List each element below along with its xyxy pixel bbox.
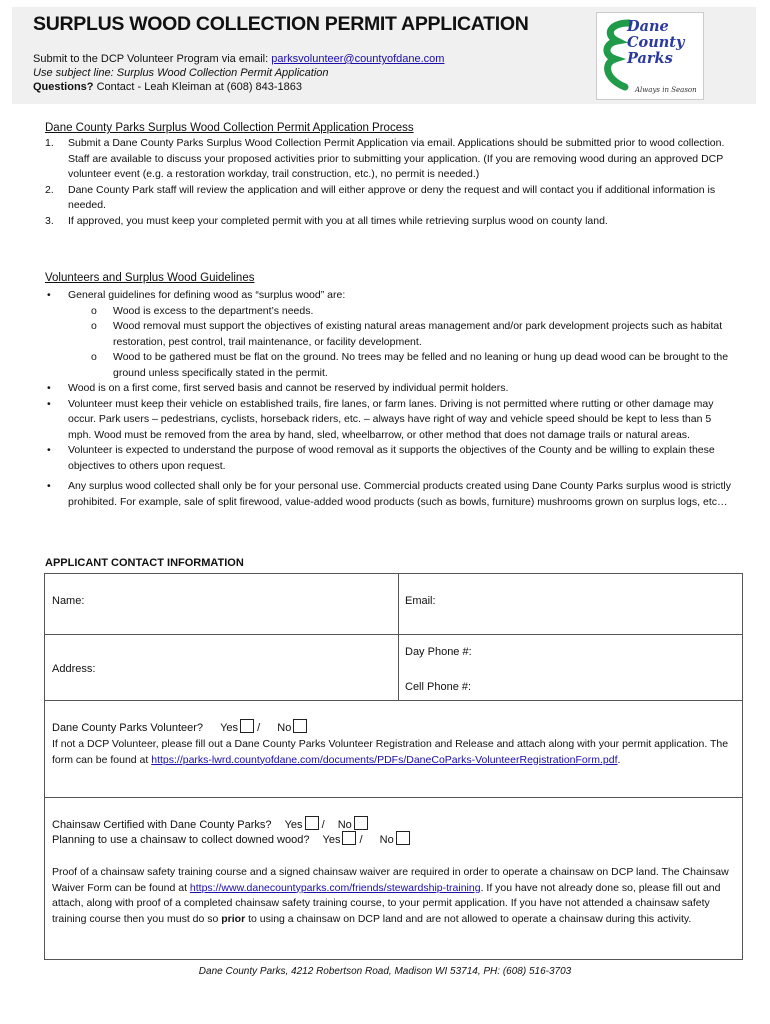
dane-county-parks-logo	[596, 12, 704, 100]
step-number: 3.	[45, 214, 54, 227]
volunteer-question-label: Dane County Parks Volunteer?	[52, 722, 204, 734]
chainsaw-cert-no-checkbox[interactable]	[354, 816, 368, 830]
volunteer-question	[52, 719, 307, 737]
guideline-item	[45, 397, 735, 444]
process-steps	[45, 136, 725, 229]
chainsaw-use-question	[52, 831, 410, 849]
guideline-subitem	[45, 319, 735, 350]
process-step	[45, 214, 725, 230]
chainsaw-waiver-link[interactable]: https://www.danecountyparks.com/friends/stewardship-training	[189, 881, 481, 894]
page-title: SURPLUS WOOD COLLECTION PERMIT APPLICATION	[33, 13, 529, 35]
email-link[interactable]: parksvolunteer@countyofdane.com	[271, 53, 445, 65]
chainsaw-cert-label: Chainsaw Certified with Dane County Parks?	[52, 819, 272, 831]
sub-bullet-icon: o	[91, 304, 97, 317]
guideline-text: General guidelines for defining wood as “surplus wood” are:	[68, 289, 346, 301]
no-label: No	[337, 819, 352, 831]
logo-name	[627, 19, 684, 67]
process-title: Dane County Parks Surplus Wood Collection Permit Application Process	[45, 122, 414, 134]
chainsaw-note-emphasis: prior	[221, 912, 246, 925]
slash-text: /	[257, 722, 261, 734]
guideline-text: Volunteer must keep their vehicle on established trails, fire lanes, or farm lanes. Driving is not permitted where rutting or other damage may occur. Park users – pedestrians, cyclists, horseback riders, etc. – always have right of way and vehicle speed should be kept to less than 5 mph. Wood must be removed from the area by hand, sled, wheelbarrow, or other method that does not damage trails or natural areas.	[68, 397, 714, 441]
guideline-text: Volunteer is expected to understand the purpose of wood removal as it supports the objectives of the County and be willing to explain these objectives to others upon request.	[68, 444, 715, 472]
guideline-item	[45, 288, 735, 304]
applicant-section-title: APPLICANT CONTACT INFORMATION	[45, 557, 244, 569]
chainsaw-use-no-checkbox[interactable]	[396, 831, 410, 845]
sub-bullet-icon: o	[91, 351, 97, 363]
guidelines-title: Volunteers and Surplus Wood Guidelines	[45, 272, 255, 284]
yes-label: Yes	[220, 722, 239, 734]
day-phone-field[interactable]: Day Phone #:	[405, 646, 472, 658]
period-text: .	[617, 753, 621, 766]
row-divider	[45, 634, 742, 635]
guideline-text: Wood is on a first come, first served basis and cannot be reserved by individual permit holders.	[68, 382, 509, 394]
step-number: 2.	[45, 183, 54, 196]
bullet-icon: •	[47, 397, 51, 410]
bullet-icon: •	[47, 382, 51, 394]
logo-line-2: County	[627, 34, 685, 51]
guideline-item	[45, 443, 735, 474]
volunteer-form-link[interactable]: https://parks-lwrd.countyofdane.com/documents/PDFs/DaneCoParks-VolunteerRegistrationForm.pdf	[151, 753, 618, 766]
step-text: If approved, you must keep your completed permit with you at all times while retrieving surplus wood on county land.	[68, 214, 608, 227]
guidelines-list	[45, 288, 735, 510]
name-field[interactable]: Name:	[52, 595, 85, 607]
chainsaw-cert-yes-checkbox[interactable]	[305, 816, 319, 830]
email-field[interactable]: Email:	[405, 595, 436, 607]
questions-line	[33, 80, 302, 95]
chainsaw-note-text: . If you have not already done so, please fill out and attach, along with proof of a completed chainsaw safety training course, to your permit application. If you have not attended a chainsaw safety training course then you must do so	[52, 881, 721, 925]
chainsaw-use-label: Planning to use a chainsaw to collect downed wood?	[52, 834, 310, 846]
chainsaw-note-text: Proof of a chainsaw safety training course and a signed chainsaw waiver are required in order to operate a chainsaw on DCP land. The Chainsaw Waiver Form can be found at	[52, 866, 729, 894]
address-field[interactable]: Address:	[52, 663, 96, 675]
process-step	[45, 183, 725, 214]
questions-text: Contact - Leah Kleiman at (608) 843-1863	[93, 81, 303, 93]
logo-tagline: Always in Season	[635, 86, 697, 94]
no-label: No	[277, 722, 292, 734]
row-divider	[45, 797, 742, 798]
logo-line-3: Parks	[627, 50, 673, 67]
footer-address: Dane County Parks, 4212 Robertson Road, Madison WI 53714, PH: (608) 516-3703	[198, 966, 572, 977]
chainsaw-note	[52, 865, 732, 927]
column-divider	[398, 574, 399, 700]
no-label: No	[379, 834, 394, 846]
step-number: 1.	[45, 137, 54, 149]
yes-label: Yes	[284, 819, 303, 831]
guideline-item	[45, 381, 735, 397]
slash-text: /	[321, 819, 325, 831]
yes-label: Yes	[322, 834, 341, 846]
logo-line-1: Dane	[627, 18, 669, 35]
guideline-subitem	[45, 304, 735, 320]
step-text: Submit a Dane County Parks Surplus Wood Collection Permit Application via email. Applications should be submitted prior to wood collection. Staff are available to discuss your proposed activities prior to submitting your application. (If you are removing wood during an approved DCP volunteer event (e.g. a restoration workday, trail construction, etc.), no permit is needed.)	[68, 137, 725, 180]
applicant-form	[44, 573, 743, 960]
guideline-subtext: Wood removal must support the objectives of existing natural areas management and/or park development projects such as habitat restoration, pest control, trail maintenance, or facility development.	[113, 320, 723, 348]
slash-text: /	[359, 834, 363, 846]
bullet-icon: •	[47, 444, 51, 456]
guideline-subtext: Wood is excess to the department’s needs.	[113, 304, 314, 317]
bullet-icon: •	[47, 480, 51, 492]
guideline-text: Any surplus wood collected shall only be for your personal use. Commercial products created using Dane County Parks surplus wood is strictly prohibited. For example, sale of split firewood, value-added wood products (such as bowls, furniture) mushrooms grown on surplus logs, etc…	[68, 480, 731, 508]
questions-label: Questions?	[33, 81, 94, 93]
guideline-item	[45, 479, 735, 510]
guideline-subtext: Wood to be gathered must be flat on the ground. No trees may be felled and no leaning or hung up dead wood can be brought to the ground unless specifically stated in the permit.	[113, 351, 729, 379]
step-text: Dane County Park staff will review the application and will either approve or deny the request and will contact you if additional information is needed.	[68, 183, 716, 211]
guideline-subitem	[45, 350, 735, 381]
volunteer-note-text: If not a DCP Volunteer, please fill out a Dane County Parks Volunteer Registration and Release and attach along with your permit application. The form can be found at	[52, 738, 729, 766]
cell-phone-field[interactable]: Cell Phone #:	[405, 681, 472, 693]
volunteer-no-checkbox[interactable]	[293, 719, 307, 733]
chainsaw-note-text: to using a chainsaw on DCP land and are not allowed to operate a chainsaw during this activity.	[245, 912, 692, 925]
submit-line	[33, 52, 444, 67]
bullet-icon: •	[47, 289, 51, 301]
sub-bullet-icon: o	[91, 320, 97, 332]
process-step	[45, 136, 725, 183]
row-divider	[45, 700, 742, 701]
volunteer-note	[52, 737, 732, 768]
subject-line: Use subject line: Surplus Wood Collection Permit Application	[33, 67, 329, 79]
chainsaw-use-yes-checkbox[interactable]	[342, 831, 356, 845]
submit-prefix: Submit to the DCP Volunteer Program via email:	[33, 53, 272, 65]
volunteer-yes-checkbox[interactable]	[240, 719, 254, 733]
